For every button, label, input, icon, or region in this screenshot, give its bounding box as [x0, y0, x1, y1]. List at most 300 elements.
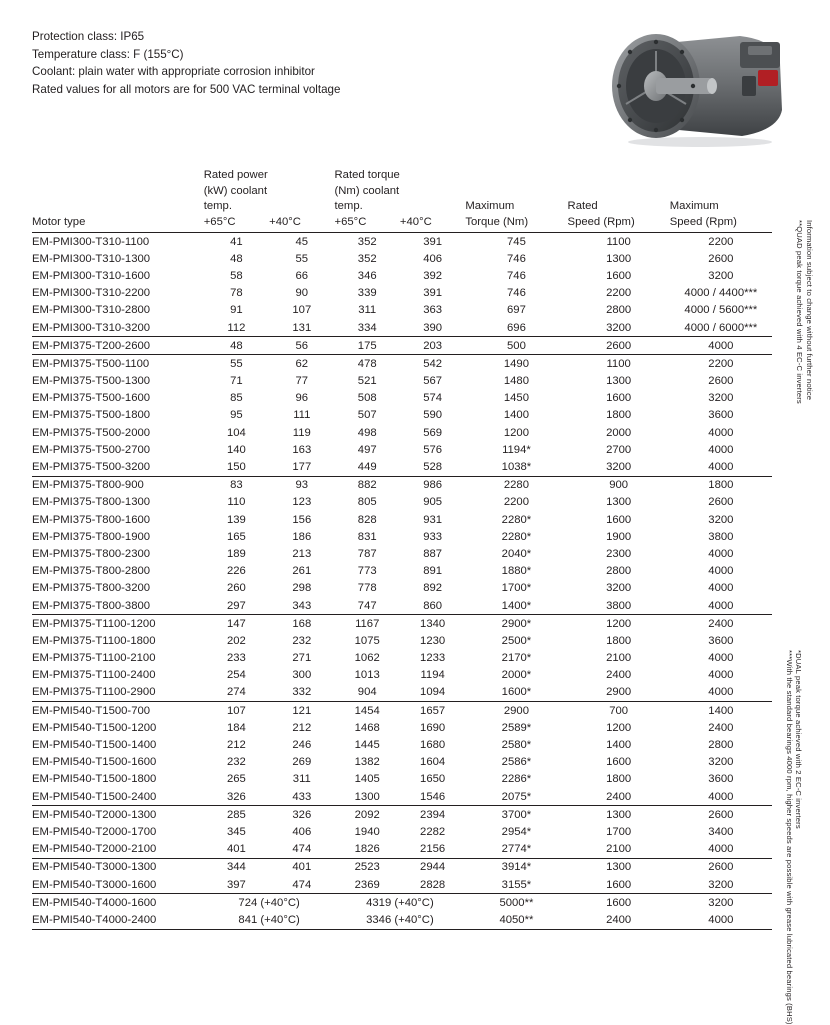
header-maximum-torque: Maximum Torque (Nm)	[465, 200, 529, 228]
cell-rated-power-65: 345	[226, 825, 246, 838]
cell-rated-torque-65: 498	[357, 426, 377, 439]
cell-maximum-torque: 1200	[503, 426, 529, 439]
table-row	[32, 754, 772, 771]
cell-maximum-torque: 2900	[465, 702, 567, 720]
cell-maximum-speed: 4000	[708, 599, 734, 612]
cell-maximum-torque: 746	[507, 269, 526, 282]
cell-maximum-torque: 1450	[503, 392, 529, 405]
cell-rated-torque-40: 390	[423, 321, 443, 334]
cell-rated-speed: 900	[568, 476, 670, 494]
cell-motor-type: EM-PMI375-T1100-1200	[32, 615, 204, 633]
cell-rated-power-65: 91	[230, 304, 243, 317]
cell-rated-power-40: 401	[269, 858, 334, 876]
table-row	[32, 911, 772, 929]
cell-motor-type: EM-PMI375-T500-3200	[32, 461, 151, 474]
table-row	[32, 476, 772, 494]
cell-rated-power-65: 104	[226, 426, 246, 439]
cell-maximum-torque: 1038*	[501, 461, 532, 474]
header-rated-power-65: Rated power (kW) coolant temp. +65°C	[203, 169, 268, 228]
cell-rated-speed: 1700	[606, 825, 632, 838]
cell-rated-power-65: 265	[226, 773, 246, 786]
cell-rated-torque-65: 828	[357, 513, 377, 526]
cell-rated-power-40: 261	[292, 565, 312, 578]
cell-rated-power-65: 48	[230, 252, 243, 265]
cell-rated-power-65: 85	[230, 392, 243, 405]
cell-motor-type: EM-PMI540-T2000-1300	[32, 806, 204, 824]
cell-rated-torque-65: 773	[357, 565, 377, 578]
cell-maximum-torque: 3700*	[465, 806, 567, 824]
cell-rated-power-40: 326	[269, 806, 334, 824]
cell-rated-torque-65: 1013	[354, 669, 380, 682]
table-row	[32, 355, 772, 373]
table-row	[32, 458, 772, 476]
cell-motor-type: EM-PMI300-T310-1600	[32, 269, 151, 282]
cell-maximum-speed: 3800	[708, 530, 734, 543]
cell-rated-torque-65: 339	[357, 287, 377, 300]
cell-motor-type: EM-PMI375-T200-2600	[32, 337, 204, 355]
table-row	[32, 841, 772, 859]
table-row	[32, 580, 772, 597]
cell-rated-power-65: 189	[226, 547, 246, 560]
cell-rated-torque-40: 1650	[420, 773, 446, 786]
cell-rated-power-65: 139	[226, 513, 246, 526]
cell-rated-torque-65: 346	[357, 269, 377, 282]
cell-motor-type: EM-PMI375-T500-1800	[32, 409, 151, 422]
cell-rated-power-40: 131	[292, 321, 312, 334]
cell-maximum-torque: 5000**	[465, 894, 567, 912]
motor-specification-table	[32, 168, 772, 930]
cell-rated-power-65: 55	[204, 355, 269, 373]
cell-rated-torque-40: 860	[423, 599, 443, 612]
cell-maximum-speed: 4000	[708, 843, 734, 856]
cell-motor-type: EM-PMI375-T1100-2400	[32, 669, 156, 682]
cell-rated-power-40: 433	[292, 790, 312, 803]
cell-rated-torque-40: 392	[423, 269, 443, 282]
cell-rated-torque-65: 882	[335, 476, 400, 494]
cell-maximum-torque: 2774*	[501, 843, 532, 856]
cell-rated-speed: 1200	[568, 615, 670, 633]
cell-motor-type: EM-PMI375-T800-2800	[32, 565, 151, 578]
cell-motor-type: EM-PMI375-T800-1900	[32, 530, 151, 543]
cell-motor-type: EM-PMI540-T1500-1400	[32, 739, 157, 752]
cell-maximum-torque: 1600*	[501, 686, 532, 699]
cell-rated-speed: 2900	[606, 686, 632, 699]
cell-maximum-speed: 3200	[670, 894, 772, 912]
cell-rated-torque-40: 203	[400, 337, 465, 355]
table-row	[32, 702, 772, 720]
cell-maximum-speed: 4000	[708, 669, 734, 682]
cell-rated-torque-40: 391	[423, 287, 443, 300]
cell-rated-torque-40: 406	[423, 252, 443, 265]
cell-motor-type: EM-PMI540-T1500-1600	[32, 756, 157, 769]
cell-maximum-torque: 696	[507, 321, 526, 334]
cell-rated-power-65: 48	[204, 337, 269, 355]
cell-motor-type: EM-PMI540-T1500-1800	[32, 773, 157, 786]
cell-rated-torque-65: 2369	[354, 878, 380, 891]
cell-rated-speed: 2700	[606, 443, 632, 456]
cell-rated-speed: 1800	[606, 634, 632, 647]
cell-rated-speed: 1300	[568, 858, 670, 876]
table-row	[32, 250, 772, 267]
cell-maximum-speed: 4000	[670, 911, 772, 929]
cell-rated-power-40: 474	[292, 843, 312, 856]
cell-maximum-torque: 1490	[465, 355, 567, 373]
table-row	[32, 319, 772, 337]
cell-rated-power-65: 147	[204, 615, 269, 633]
cell-maximum-speed: 2600	[670, 806, 772, 824]
cell-rated-torque-65: 805	[357, 496, 377, 509]
cell-rated-torque-65: 1382	[354, 756, 380, 769]
cell-rated-torque-40: 1680	[420, 739, 446, 752]
cell-rated-torque-40: 2394	[400, 806, 465, 824]
cell-rated-power-40: 213	[292, 547, 312, 560]
cell-rated-torque-40: 931	[423, 513, 443, 526]
cell-rated-speed: 1100	[568, 355, 670, 373]
cell-maximum-speed: 2600	[670, 858, 772, 876]
cell-rated-speed: 2600	[568, 337, 670, 355]
cell-rated-speed: 2200	[606, 287, 632, 300]
cell-rated-speed: 3200	[606, 321, 632, 334]
cell-rated-speed: 1300	[606, 496, 632, 509]
cell-rated-speed: 1600	[568, 894, 670, 912]
cell-maximum-speed: 2400	[670, 615, 772, 633]
cell-rated-torque-40: 892	[423, 582, 443, 595]
cell-rated-torque-40: 1604	[420, 756, 446, 769]
cell-maximum-speed: 3600	[708, 409, 734, 422]
table-row	[32, 806, 772, 824]
cell-motor-type: EM-PMI375-T500-2700	[32, 443, 151, 456]
cell-maximum-torque: 2500*	[501, 634, 532, 647]
cell-rated-power-65: 297	[226, 599, 246, 612]
footnote-quad-peak-torque: **QUAD peak torque achieved with 4 EC-C inverters	[795, 220, 804, 404]
table-row	[32, 285, 772, 302]
cell-rated-torque-65: 778	[357, 582, 377, 595]
cell-rated-power-65: 233	[226, 652, 246, 665]
cell-rated-power-40: 123	[292, 496, 312, 509]
header-rated-torque-65: Rated torque (Nm) coolant temp. +65°C	[334, 169, 400, 228]
cell-rated-power-40: 77	[295, 375, 309, 388]
cell-maximum-torque: 2286*	[501, 773, 532, 786]
cell-rated-power-40: 269	[292, 756, 312, 769]
cell-motor-type: EM-PMI540-T1500-700	[32, 702, 204, 720]
cell-rated-power-65: 71	[230, 375, 243, 388]
table-row	[32, 373, 772, 390]
cell-maximum-speed: 4000	[708, 547, 734, 560]
table-row	[32, 858, 772, 876]
cell-rated-torque-65: 175	[335, 337, 400, 355]
cell-motor-type: EM-PMI375-T800-900	[32, 476, 204, 494]
cell-rated-speed: 2100	[606, 652, 632, 665]
cell-maximum-speed: 2600	[708, 375, 734, 388]
cell-maximum-torque: 2280	[465, 476, 567, 494]
cell-rated-speed: 700	[568, 702, 670, 720]
cell-motor-type: EM-PMI300-T310-1100	[32, 233, 204, 251]
cell-rated-torque-65: 1826	[354, 843, 380, 856]
cell-rated-power-65: 150	[226, 461, 246, 474]
footnote-information-subject-to-change: Information subject to change without further notice	[805, 220, 814, 401]
cell-rated-torque: 3346 (+40°C)	[335, 911, 466, 929]
cell-motor-type: EM-PMI375-T500-1600	[32, 392, 151, 405]
cell-motor-type: EM-PMI375-T1100-1800	[32, 634, 156, 647]
cell-motor-type: EM-PMI375-T800-2300	[32, 547, 151, 560]
cell-motor-type: EM-PMI300-T310-1300	[32, 252, 151, 265]
table-row	[32, 528, 772, 545]
cell-rated-power: 841 (+40°C)	[204, 911, 335, 929]
cell-motor-type: EM-PMI375-T800-1600	[32, 513, 151, 526]
cell-maximum-torque: 3914*	[465, 858, 567, 876]
table-row	[32, 390, 772, 407]
cell-maximum-torque: 697	[507, 304, 526, 317]
cell-maximum-torque: 1480	[503, 375, 529, 388]
specification-notes	[32, 28, 340, 98]
cell-rated-power-40: 55	[295, 252, 309, 265]
cell-rated-torque-40: 528	[423, 461, 443, 474]
cell-rated-torque-65: 311	[358, 304, 377, 317]
cell-maximum-torque: 1194*	[502, 443, 531, 456]
cell-rated-torque-40: 1546	[420, 790, 446, 803]
cell-rated-torque-65: 508	[357, 392, 377, 405]
cell-maximum-speed: 2200	[670, 233, 772, 251]
cell-rated-power-65: 232	[226, 756, 246, 769]
cell-rated-torque-40: 1094	[420, 686, 446, 699]
cell-rated-torque-40: 576	[423, 443, 443, 456]
header-maximum-speed: Maximum Speed (Rpm)	[669, 200, 737, 228]
cell-rated-torque-40: 2282	[420, 825, 446, 838]
cell-rated-power-65: 397	[226, 878, 246, 891]
cell-rated-power-65: 326	[226, 790, 246, 803]
cell-rated-torque-40: 391	[400, 233, 465, 251]
cell-rated-power-40: 62	[269, 355, 334, 373]
cell-maximum-speed: 3200	[708, 756, 734, 769]
table-row	[32, 736, 772, 753]
cell-maximum-speed: 3200	[708, 269, 734, 282]
cell-maximum-torque: 2280*	[501, 513, 532, 526]
cell-rated-speed: 2800	[606, 565, 632, 578]
cell-maximum-torque: 1400*	[501, 599, 532, 612]
cell-motor-type: EM-PMI375-T500-1100	[32, 355, 204, 373]
cell-rated-power-40: 121	[269, 702, 334, 720]
cell-rated-power-40: 56	[269, 337, 334, 355]
cell-maximum-speed: 4000	[708, 652, 734, 665]
cell-rated-torque-40: 363	[423, 304, 443, 317]
table-row	[32, 494, 772, 511]
table-row	[32, 407, 772, 424]
cell-rated-power-40: 111	[293, 409, 311, 422]
cell-rated-speed: 2100	[606, 843, 632, 856]
cell-rated-power-40: 406	[292, 825, 312, 838]
cell-rated-power-65: 110	[227, 496, 246, 509]
cell-maximum-speed: 4000	[670, 337, 772, 355]
cell-rated-torque-40: 1657	[400, 702, 465, 720]
cell-maximum-speed: 4000 / 6000***	[684, 321, 758, 334]
cell-rated-torque-65: 497	[357, 443, 377, 456]
cell-maximum-torque: 2954*	[501, 825, 532, 838]
cell-rated-torque-65: 747	[357, 599, 377, 612]
cell-maximum-torque: 2589*	[501, 721, 532, 734]
cell-rated-power-65: 112	[227, 321, 246, 334]
cell-maximum-torque: 2170*	[501, 652, 532, 665]
header-rated-speed: Rated Speed (Rpm)	[567, 200, 635, 228]
cell-motor-type: EM-PMI375-T500-1300	[32, 375, 151, 388]
cell-maximum-speed: 2200	[670, 355, 772, 373]
cell-rated-power-65: 83	[204, 476, 269, 494]
table-row	[32, 650, 772, 667]
cell-motor-type: EM-PMI300-T310-3200	[32, 321, 151, 334]
cell-maximum-speed: 4000	[708, 426, 734, 439]
cell-rated-torque-40: 1233	[420, 652, 446, 665]
cell-rated-speed: 1600	[606, 513, 632, 526]
cell-maximum-speed: 4000	[708, 461, 734, 474]
cell-maximum-speed: 3200	[708, 392, 734, 405]
cell-rated-torque-40: 1194	[420, 669, 445, 682]
cell-maximum-torque: 1880*	[501, 565, 532, 578]
cell-rated-power-40: 45	[269, 233, 334, 251]
cell-rated-speed: 2800	[606, 304, 632, 317]
cell-maximum-torque: 2900*	[465, 615, 567, 633]
cell-maximum-speed: 3600	[708, 773, 734, 786]
note-temperature-class: Temperature class: F (155°C)	[32, 47, 184, 61]
cell-rated-speed: 2300	[606, 547, 632, 560]
cell-rated-torque-40: 542	[400, 355, 465, 373]
cell-rated-power-65: 58	[230, 269, 243, 282]
cell-maximum-torque: 2040*	[501, 547, 532, 560]
table-row	[32, 876, 772, 894]
cell-rated-speed: 1600	[606, 269, 632, 282]
cell-rated-torque-40: 2944	[400, 858, 465, 876]
cell-motor-type: EM-PMI300-T310-2800	[32, 304, 151, 317]
table-row	[32, 563, 772, 580]
table-row	[32, 302, 772, 319]
cell-motor-type: EM-PMI540-T3000-1600	[32, 878, 157, 891]
cell-maximum-speed: 3200	[708, 513, 734, 526]
cell-maximum-speed: 4000	[708, 686, 734, 699]
cell-motor-type: EM-PMI540-T1500-2400	[32, 790, 157, 803]
table-row	[32, 441, 772, 458]
cell-maximum-torque: 2075*	[501, 790, 532, 803]
cell-motor-type: EM-PMI375-T1100-2100	[32, 652, 156, 665]
cell-motor-type: EM-PMI375-T800-3800	[32, 599, 151, 612]
cell-rated-speed: 1600	[606, 392, 632, 405]
cell-maximum-speed: 2600	[708, 496, 734, 509]
cell-rated-speed: 2400	[606, 669, 632, 682]
cell-rated-speed: 1800	[606, 409, 632, 422]
table-row	[32, 337, 772, 355]
cell-rated-power-40: 298	[292, 582, 312, 595]
cell-rated-power-40: 168	[269, 615, 334, 633]
cell-rated-power-65: 226	[226, 565, 246, 578]
cell-rated-torque-65: 1454	[335, 702, 400, 720]
cell-maximum-speed: 4000	[708, 790, 734, 803]
cell-rated-power-65: 140	[226, 443, 246, 456]
cell-rated-torque-40: 567	[423, 375, 443, 388]
cell-rated-power-40: 332	[292, 686, 312, 699]
cell-rated-speed: 1200	[606, 721, 632, 734]
cell-rated-speed: 1300	[606, 375, 632, 388]
header-motor-type: Motor type	[32, 215, 86, 228]
footnote-dual-peak-torque: *DUAL peak torque achieved with 2 EC-C inverters	[794, 650, 803, 829]
cell-rated-power-40: 163	[292, 443, 312, 456]
cell-rated-power-40: 186	[292, 530, 312, 543]
cell-maximum-speed: 3400	[708, 825, 734, 838]
table-row	[32, 719, 772, 736]
cell-rated-torque-65: 334	[357, 321, 377, 334]
cell-maximum-torque: 2586*	[501, 756, 532, 769]
cell-rated-speed: 3200	[606, 461, 632, 474]
cell-motor-type: EM-PMI540-T4000-2400	[32, 911, 204, 929]
cell-rated-power-65: 107	[204, 702, 269, 720]
cell-rated-power-40: 156	[292, 513, 312, 526]
cell-maximum-torque: 2000*	[501, 669, 532, 682]
table-row	[32, 545, 772, 562]
cell-rated-power-65: 184	[226, 721, 246, 734]
table-row	[32, 424, 772, 441]
cell-rated-torque-65: 1468	[354, 721, 380, 734]
cell-rated-speed: 1100	[568, 233, 670, 251]
table-row	[32, 267, 772, 284]
table-header-row	[32, 168, 772, 233]
table-row	[32, 894, 772, 912]
cell-rated-power-40: 246	[292, 739, 312, 752]
cell-rated-power: 724 (+40°C)	[204, 894, 335, 912]
cell-rated-torque-40: 2156	[420, 843, 446, 856]
cell-maximum-speed: 4000 / 5600***	[684, 304, 758, 317]
footnotes	[785, 180, 828, 1025]
cell-rated-torque-65: 1062	[354, 652, 380, 665]
cell-maximum-torque: 745	[465, 233, 567, 251]
cell-rated-torque: 4319 (+40°C)	[335, 894, 466, 912]
cell-rated-torque-65: 1300	[354, 790, 380, 803]
cell-rated-torque-40: 1690	[420, 721, 446, 734]
cell-rated-power-40: 107	[292, 304, 312, 317]
cell-maximum-speed: 3200	[708, 878, 734, 891]
cell-maximum-torque: 3155*	[501, 878, 532, 891]
cell-motor-type: EM-PMI540-T4000-1600	[32, 894, 204, 912]
note-rated-values: Rated values for all motors are for 500 VAC terminal voltage	[32, 82, 341, 96]
cell-rated-speed: 2400	[606, 790, 632, 803]
cell-rated-power-40: 300	[292, 669, 312, 682]
cell-rated-torque-40: 574	[423, 392, 443, 405]
cell-rated-torque-40: 569	[423, 426, 443, 439]
cell-rated-power-40: 90	[295, 287, 309, 300]
cell-rated-power-40: 96	[295, 392, 309, 405]
cell-rated-torque-40: 933	[423, 530, 443, 543]
cell-rated-torque-65: 352	[357, 252, 377, 265]
cell-maximum-speed: 1800	[670, 476, 772, 494]
cell-rated-torque-40: 2828	[420, 878, 446, 891]
cell-maximum-torque: 2200	[503, 496, 529, 509]
cell-rated-power-40: 232	[292, 634, 312, 647]
cell-motor-type: EM-PMI540-T2000-2100	[32, 843, 157, 856]
cell-rated-speed: 1300	[606, 252, 632, 265]
cell-motor-type: EM-PMI375-T800-1300	[32, 496, 151, 509]
table-row	[32, 233, 772, 251]
cell-rated-speed: 1300	[568, 806, 670, 824]
cell-maximum-torque: 1700*	[501, 582, 532, 595]
cell-motor-type: EM-PMI375-T800-3200	[32, 582, 151, 595]
cell-rated-torque-40: 590	[423, 409, 443, 422]
cell-rated-speed: 1800	[606, 773, 632, 786]
cell-rated-torque-65: 1405	[354, 773, 380, 786]
cell-rated-power-40: 66	[295, 269, 309, 282]
cell-rated-torque-65: 521	[357, 375, 377, 388]
table-row	[32, 511, 772, 528]
cell-rated-speed: 1400	[606, 739, 632, 752]
cell-rated-speed: 2400	[568, 911, 670, 929]
cell-rated-torque-65: 449	[357, 461, 377, 474]
table-row	[32, 788, 772, 806]
cell-rated-power-65: 274	[226, 686, 246, 699]
cell-maximum-torque: 746	[507, 287, 526, 300]
